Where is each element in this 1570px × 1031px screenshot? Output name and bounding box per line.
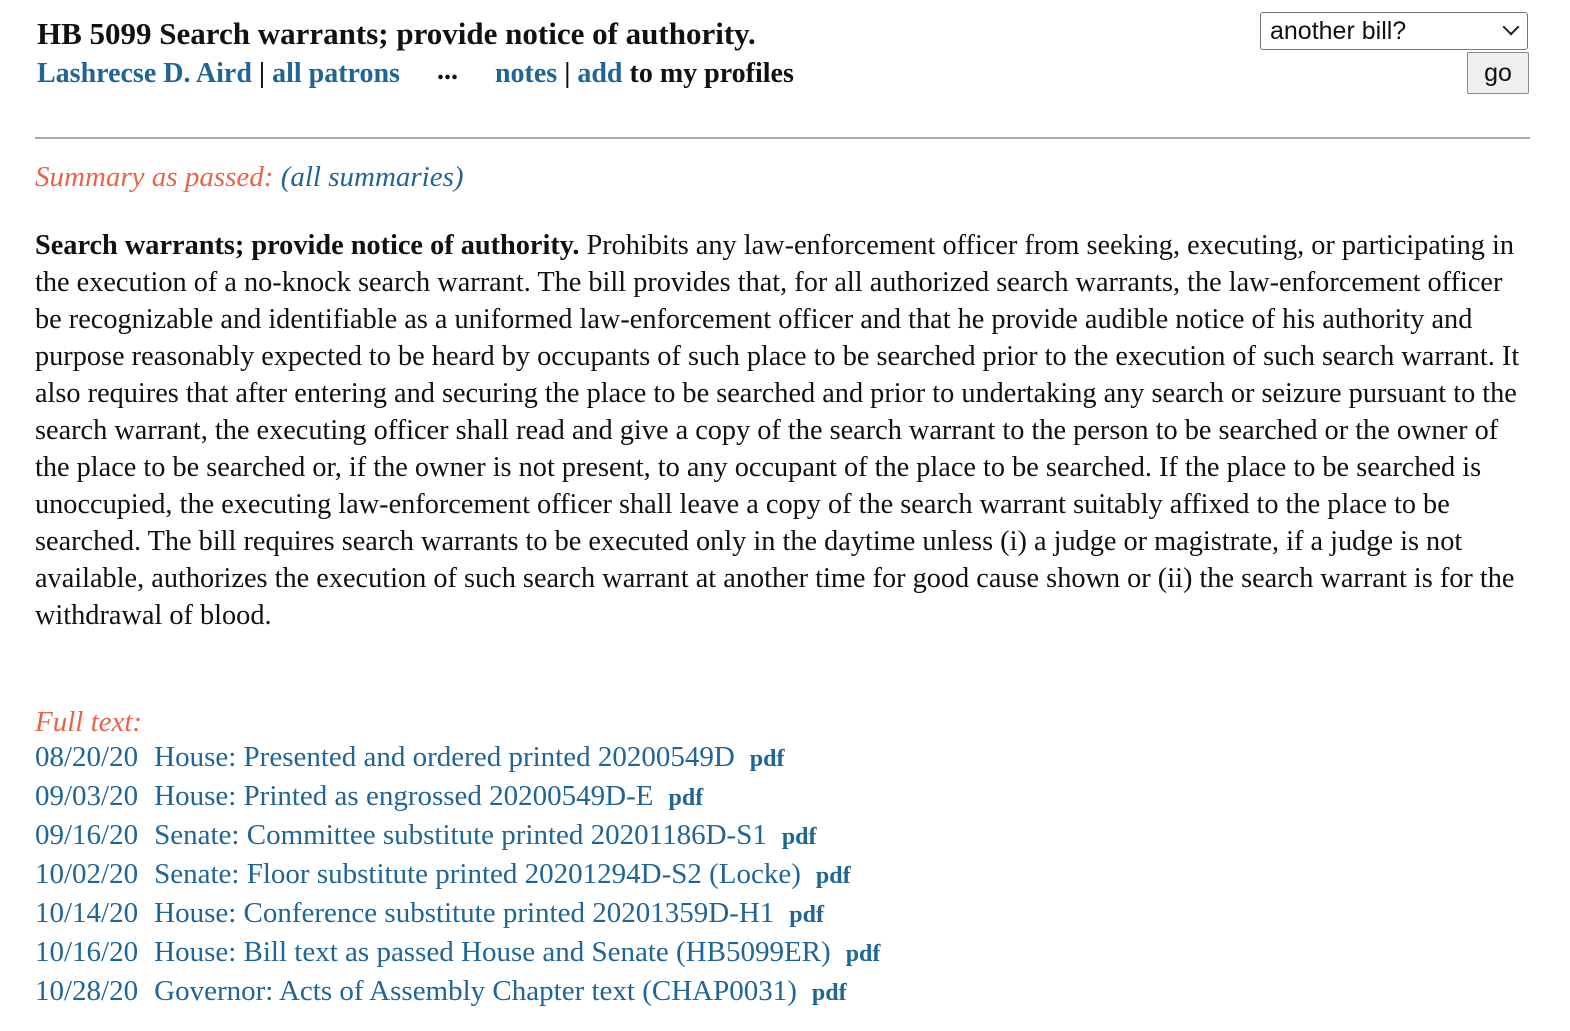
list-item [35, 739, 880, 778]
patron-line [37, 54, 1227, 94]
list-item [35, 856, 880, 895]
version-description: House: Printed as engrossed 20200549D-E [154, 780, 654, 812]
version-description: Governor: Acts of Assembly Chapter text (CHAP0031) [154, 975, 797, 1007]
list-item [35, 817, 880, 856]
full-text-list [35, 739, 880, 1012]
summary-label: Summary as passed: [35, 161, 274, 193]
version-link[interactable] [35, 858, 801, 890]
version-link[interactable] [35, 897, 774, 929]
pdf-link[interactable]: pdf [845, 941, 881, 967]
list-item [35, 778, 880, 817]
separator: | [564, 58, 571, 89]
page-title: HB 5099 Search warrants; provide notice of authority. [37, 16, 756, 51]
version-description: Senate: Committee substitute printed 20201186D-S1 [154, 819, 767, 851]
pdf-link[interactable]: pdf [811, 980, 847, 1006]
list-item [35, 895, 880, 934]
version-date: 10/02/20 [35, 858, 139, 890]
version-date: 10/28/20 [35, 975, 139, 1007]
version-date: 10/14/20 [35, 897, 139, 929]
go-button[interactable]: go [1467, 52, 1529, 94]
list-item [35, 973, 880, 1012]
version-description: Senate: Floor substitute printed 20201294D-S2 (Locke) [154, 858, 801, 890]
patron-link[interactable]: Lashrecse D. Aird [37, 58, 252, 89]
separator: | [258, 58, 266, 89]
all-summaries-link[interactable]: (all summaries) [280, 161, 464, 193]
version-date: 08/20/20 [35, 741, 139, 773]
pdf-link[interactable]: pdf [815, 863, 851, 889]
summary-body: Prohibits any law-enforcement officer from seeking, executing, or participating in the execution of a no-knock search warrant. The bill provides that, for all authorized search warrants, the law-enforcement officer be recognizable and identifiable as a uniformed law-enforcement officer and that he provide audible notice of his authority and purpose reasonably expected to be heard by occupants of such place to be searched prior to the execution of such search warrant. It also requires that after entering and securing the place to be searched and prior to undertaking any search or seizure pursuant to the search warrant, the executing officer shall read and give a copy of the search warrant to the person to be searched or the owner of the place to be searched or, if the owner is not present, to any occupant of the place to be searched. If the place to be searched is unoccupied, the executing law-enforcement officer shall leave a copy of the search warrant suitably affixed to the place to be searched. The bill requires search warrants to be executed only in the daytime unless (i) a judge or magistrate, if a judge is not available, authorizes the execution of such search warrant at another time for good cause shown or (ii) the search warrant is for the withdrawal of blood. [35, 230, 1520, 631]
version-link[interactable] [35, 975, 797, 1007]
ellipsis-text: ... [436, 55, 458, 86]
pdf-link[interactable]: pdf [749, 746, 785, 772]
pdf-link[interactable]: pdf [789, 902, 824, 928]
chevron-down-icon [1503, 19, 1520, 36]
summary-lead: Search warrants; provide notice of authority. [35, 230, 580, 261]
select-value: another bill? [1270, 17, 1407, 45]
summary-text [35, 227, 1535, 634]
profiles-suffix: to my profiles [629, 58, 794, 89]
version-description: House: Bill text as passed House and Senate (HB5099ER) [154, 936, 831, 968]
divider [35, 137, 1530, 139]
all-patrons-link[interactable]: all patrons [272, 58, 400, 89]
list-item [35, 934, 880, 973]
add-profile-link[interactable]: add [577, 58, 623, 89]
version-link[interactable] [35, 780, 654, 812]
version-description: House: Presented and ordered printed 20200549D [154, 741, 735, 773]
bill-header [37, 14, 1227, 94]
version-date: 10/16/20 [35, 936, 139, 968]
version-date: 09/16/20 [35, 819, 139, 851]
full-text-heading: Full text: [35, 706, 143, 738]
pdf-link[interactable]: pdf [668, 785, 704, 811]
version-link[interactable] [35, 819, 767, 851]
version-date: 09/03/20 [35, 780, 139, 812]
version-link[interactable] [35, 936, 831, 968]
version-link[interactable] [35, 741, 735, 773]
another-bill-select[interactable] [1260, 12, 1528, 50]
pdf-link[interactable]: pdf [781, 824, 817, 850]
notes-link[interactable]: notes [494, 58, 558, 89]
version-description: House: Conference substitute printed 20201359D-H1 [154, 897, 775, 929]
summary-heading [35, 157, 464, 197]
